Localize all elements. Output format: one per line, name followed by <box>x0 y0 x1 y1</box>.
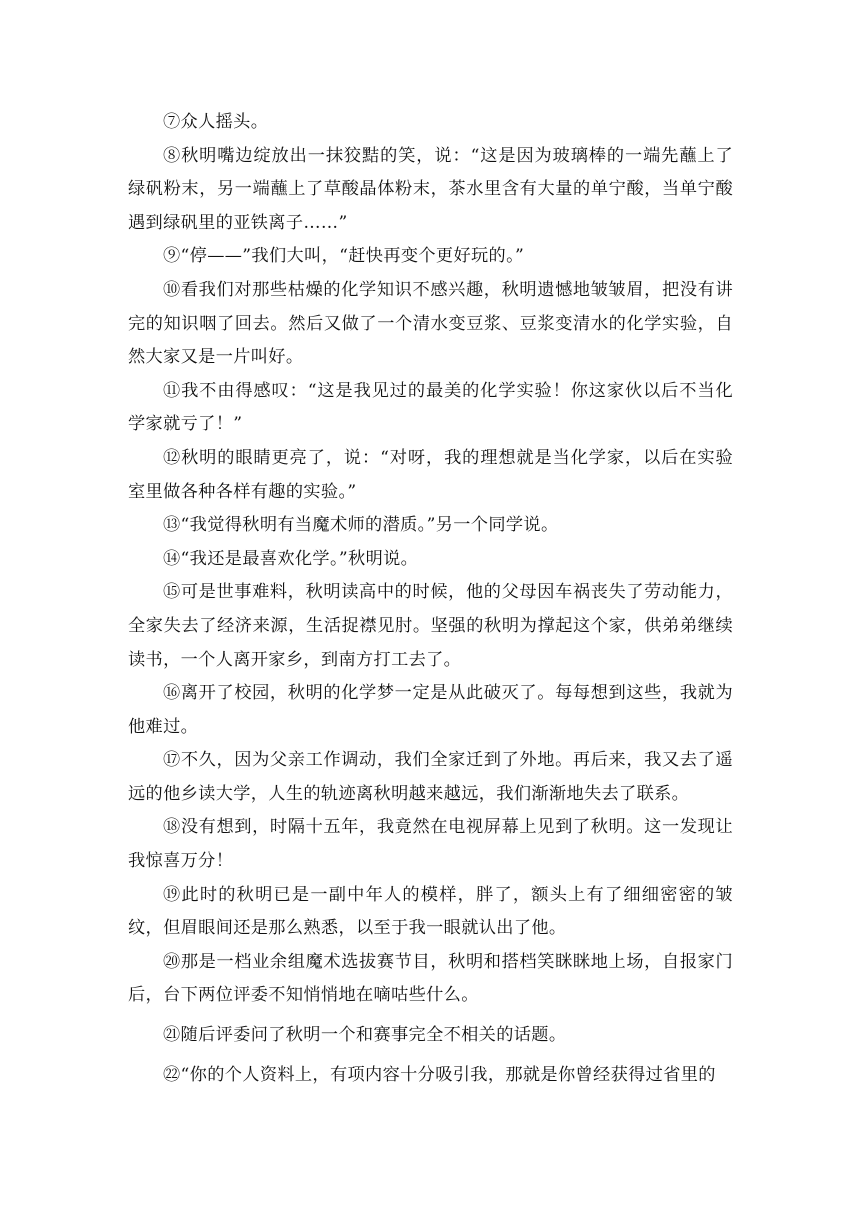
paragraph-14: ⑭“我还是最喜欢化学。”秋明说。 <box>163 548 419 569</box>
paragraph-8: ⑧秋明嘴边绽放出一抹狡黠的笑，说：“这是因为玻璃棒的一端先蘸上了绿矾粉末，另一端蘸上了草酸晶体粉末，茶水里含有大量的单宁酸，当单宁酸遇到绿矾里的亚铁离子……” <box>128 145 733 233</box>
paragraph-20: ⑳那是一档业余组魔术选拔赛节目，秋明和搭档笑眯眯地上场，自报家门后，台下两位评委不知悄悄地在嘀咕些什么。 <box>128 951 733 1006</box>
paragraph-18: ⑱没有想到，时隔十五年，我竟然在电视屏幕上见到了秋明。这一发现让我惊喜万分！ <box>128 817 733 872</box>
paragraph-9: ⑨“停——”我们大叫，“赶快再变个更好玩的。” <box>163 246 525 267</box>
paragraph-11: ⑪我不由得感叹：“这是我见过的最美的化学实验！你这家伙以后不当化学家就亏了！” <box>128 380 733 435</box>
paragraph-19: ⑲此时的秋明已是一副中年人的模样，胖了，额头上有了细细密密的皱纹，但眉眼间还是那么熟悉，以至于我一眼就认出了他。 <box>128 884 733 939</box>
paragraph-12: ⑫秋明的眼睛更亮了，说：“对呀，我的理想就是当化学家，以后在实验室里做各种各样有趣的实验。” <box>128 447 733 502</box>
paragraph-16: ⑯离开了校园，秋明的化学梦一定是从此破灭了。每每想到这些，我就为他难过。 <box>128 683 733 737</box>
paragraph-21: ㉑随后评委问了秋明一个和赛事完全不相关的话题。 <box>163 1025 567 1046</box>
paragraph-22: ㉒“你的个人资料上，有项内容十分吸引我，那就是你曾经获得过省里的 <box>163 1064 716 1085</box>
paragraph-7: ⑦众人摇头。 <box>163 112 269 132</box>
paragraph-13: ⑬“我觉得秋明有当魔术师的潜质。”另一个同学说。 <box>163 515 559 536</box>
paragraph-17: ⑰不久，因为父亲工作调动，我们全家迁到了外地。再后来，我又去了遥远的他乡读大学，人生的轨迹离秋明越来越远，我们渐渐地失去了联系。 <box>128 750 733 804</box>
paragraph-10: ⑩看我们对那些枯燥的化学知识不感兴趣，秋明遗憾地皱皱眉，把没有讲完的知识咽了回去。然后又做了一个清水变豆浆、豆浆变清水的化学实验，自然大家又是一片叫好。 <box>128 279 733 368</box>
article-body <box>128 106 733 1092</box>
paragraph-15: ⑮可是世事难料，秋明读高中的时候，他的父母因车祸丧失了劳动能力，全家失去了经济来源，生活捉襟见肘。坚强的秋明为撑起这个家，供弟弟继续读书，一个人离开家乡，到南方打工去了。 <box>128 582 733 670</box>
